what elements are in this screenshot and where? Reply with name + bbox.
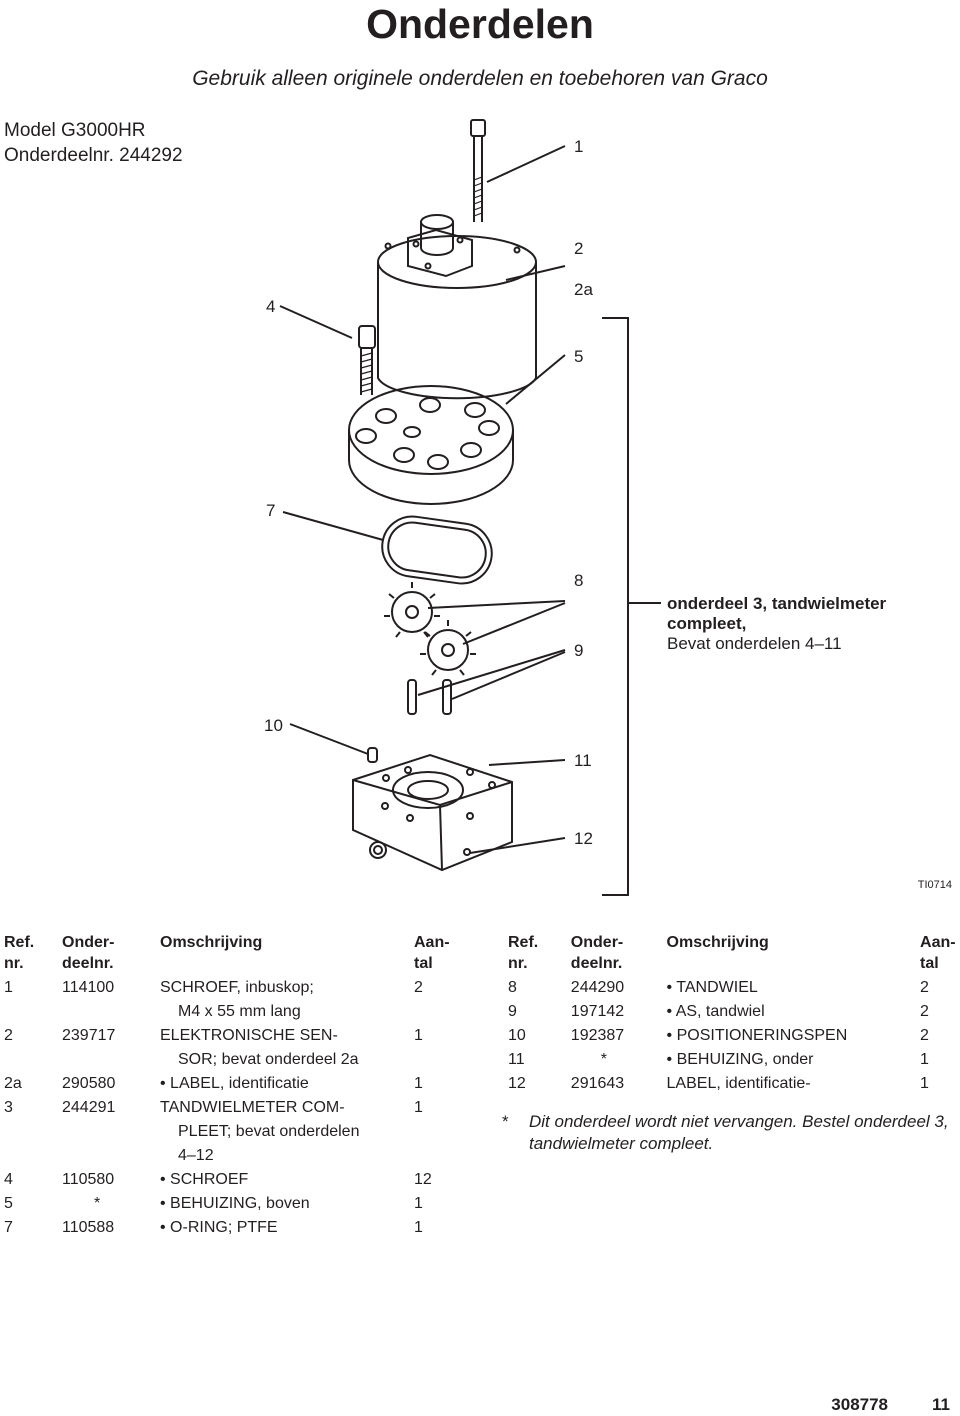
sensor-drawing [378,215,536,398]
cell-qty: 1 [414,1099,423,1116]
header-part: Onder- [62,934,115,951]
cell-ref: 7 [4,1219,13,1236]
cell-desc: LABEL, identificatie- [666,1075,811,1092]
cell-desc: • BEHUIZING, boven [160,1195,310,1212]
upper-housing-drawing [349,386,513,504]
header-qty: Aan- [920,934,956,951]
cell-part: 192387 [570,1027,625,1044]
cell-desc: • TANDWIEL [666,979,758,996]
cell-desc [160,1096,414,1168]
cell-part: * [600,1051,608,1068]
cell-qty: 1 [414,1027,423,1044]
callout-9: 9 [574,641,584,660]
subassembly-line-3: Bevat onderdelen 4–11 [667,634,842,653]
callout-8: 8 [574,571,584,590]
cell-qty: 2 [920,979,929,996]
cell-desc: • LABEL, identificatie [160,1075,309,1092]
cell-qty: 1 [920,1075,929,1092]
header-ref: Ref. [508,934,539,951]
lower-housing-drawing [353,755,512,870]
footnote-text: Dit onderdeel wordt niet vervangen. Bestel onderdeel 3, tandwielmeter compleet. [529,1112,949,1153]
callout-10: 10 [264,716,283,735]
cell-qty: 12 [414,1171,432,1188]
leader-lines [280,146,661,895]
cell-part: 244291 [62,1099,116,1116]
table-row [508,1048,960,1072]
callout-2a: 2a [574,280,593,299]
header-ref-2: nr. [4,955,24,972]
table-row [4,1024,454,1072]
doc-number: 308778 [831,1395,889,1414]
table-row [4,976,454,1024]
table-row [508,1072,960,1096]
cell-ref: 9 [508,1003,517,1020]
parts-table-right [508,932,960,1096]
header-desc: Omschrijving [666,934,769,951]
cell-qty: 2 [920,1027,929,1044]
cell-desc: • AS, tandwiel [666,1003,765,1020]
cell-part: 239717 [62,1027,116,1044]
cell-qty: 1 [414,1195,423,1212]
header-qty: Aan- [414,934,450,951]
desc-line: PLEET; bevat onderdelen [178,1123,360,1140]
header-qty-2: tal [920,955,939,972]
cell-part: 110580 [62,1171,115,1188]
cell-part: 197142 [570,1003,625,1020]
header-part: Onder- [570,934,624,951]
table-row [4,1168,454,1192]
desc-line: 4–12 [178,1147,214,1164]
header-ref: Ref. [4,934,35,951]
cell-ref: 10 [508,1027,526,1044]
cell-ref: 5 [4,1195,13,1212]
cell-ref: 12 [508,1075,526,1092]
page-number: 11 [932,1395,950,1414]
table-row [4,1096,454,1168]
cell-ref: 8 [508,979,517,996]
cell-desc: • SCHROEF [160,1171,249,1188]
callout-5: 5 [574,347,584,366]
screw-4-drawing [359,326,375,395]
page-footer [831,1395,950,1415]
callout-2: 2 [574,239,584,258]
table-row [4,1192,454,1216]
gear-a-drawing [384,582,440,637]
header-qty-2: tal [414,955,433,972]
table-row [4,1072,454,1096]
cell-ref: 4 [4,1171,13,1188]
o-ring-drawing [378,513,495,588]
cell-desc [160,1024,414,1072]
callout-1: 1 [574,137,584,156]
callout-12: 12 [574,829,593,848]
footnote-marker: * [502,1112,509,1131]
shafts-drawing [408,680,451,714]
cell-ref: 11 [508,1051,525,1068]
cell-ref: 3 [4,1099,13,1116]
cell-ref: 1 [4,979,13,996]
cell-qty: 1 [414,1075,423,1092]
callout-11: 11 [574,751,592,770]
cell-part: 290580 [62,1075,116,1092]
header-part-2: deelnr. [570,955,623,972]
screw-1-drawing [471,120,485,222]
page-subtitle: Gebruik alleen originele onderdelen en toebehoren van Graco [192,67,768,90]
parts-table-left [4,932,454,1240]
desc-line: SOR; bevat onderdeel 2a [178,1051,359,1068]
table-row [508,976,960,1000]
table-row [508,1024,960,1048]
desc-line: TANDWIELMETER COM- [160,1099,345,1116]
header-ref-2: nr. [508,955,528,972]
page-title: Onderdelen [366,1,594,47]
cell-part: 244290 [570,979,625,996]
header-part-2: deelnr. [62,955,114,972]
cell-qty: 2 [414,979,423,996]
cell-desc: • BEHUIZING, onder [666,1051,814,1068]
figure-id: TI0714 [917,879,952,891]
cell-desc: • O-RING; PTFE [160,1219,278,1236]
cell-part: 110588 [62,1219,115,1236]
subassembly-line-2: compleet, [667,614,747,633]
cell-qty: 2 [920,1003,929,1020]
table-row [508,1000,960,1024]
table-row [4,1216,454,1240]
callout-7: 7 [266,501,276,520]
cell-desc: • POSITIONERINGSPEN [666,1027,848,1044]
part-number-line: Onderdeelnr. 244292 [4,145,183,166]
subassembly-note [667,594,886,654]
cell-ref: 2a [4,1075,22,1092]
cell-desc [160,976,414,1024]
header-desc: Omschrijving [160,934,263,951]
desc-line: M4 x 55 mm lang [178,1003,301,1020]
desc-line: SCHROEF, inbuskop; [160,979,314,996]
callout-4: 4 [266,297,276,316]
cell-part: 291643 [570,1075,625,1092]
pin-drawing [368,748,377,762]
subassembly-line-1: onderdeel 3, tandwielmeter [667,594,887,613]
model-line: Model G3000HR [4,120,146,141]
desc-line: ELEKTRONISCHE SEN- [160,1027,338,1044]
cell-part: 114100 [62,979,115,996]
cell-part: * [94,1195,101,1212]
cell-qty: 1 [414,1219,423,1236]
cell-qty: 1 [920,1051,929,1068]
gear-b-drawing [420,620,476,675]
cell-ref: 2 [4,1027,13,1044]
